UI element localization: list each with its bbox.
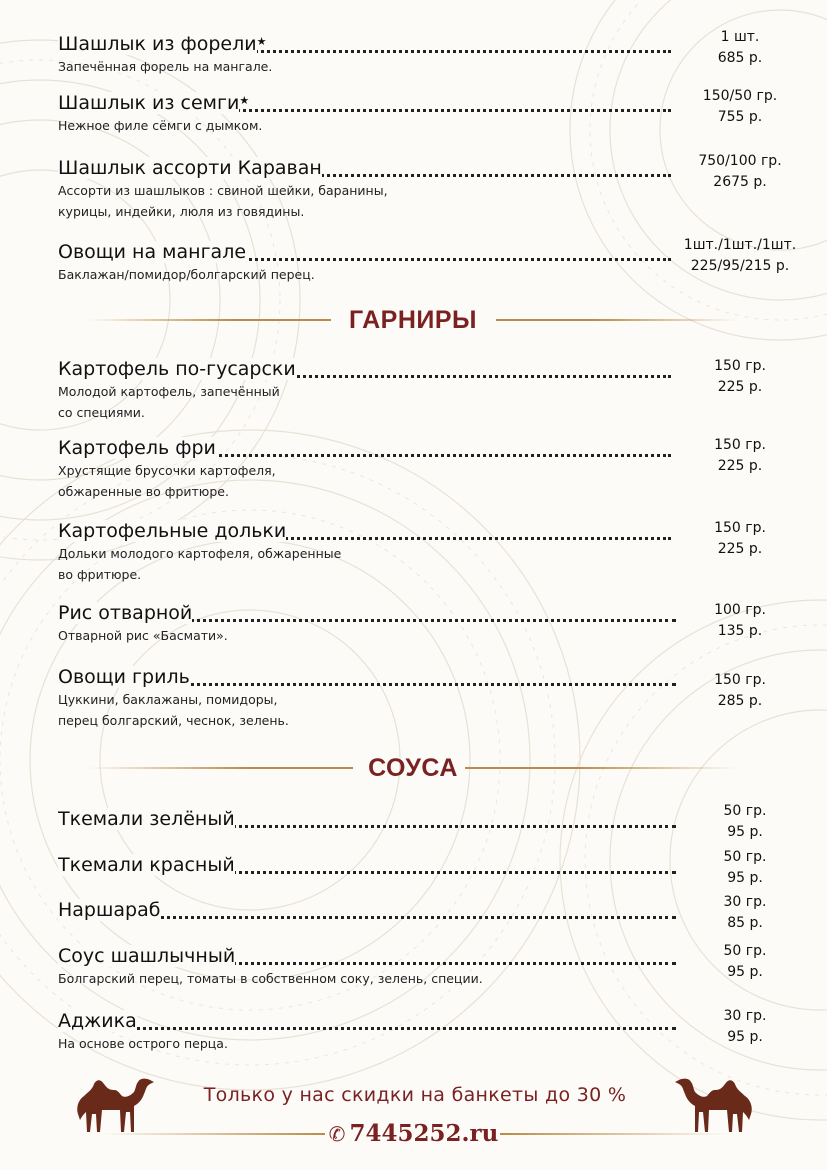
leader-dots	[58, 1027, 676, 1030]
item-price: 750/100 гр. 2675 р.	[698, 153, 782, 190]
item-description: перец болгарский, чеснок, зелень.	[58, 713, 289, 728]
divider-line	[496, 319, 738, 321]
item-price: 150 гр. 225 р.	[714, 437, 766, 474]
item-name: Шашлык из форели	[58, 33, 257, 55]
item-name: Овощи гриль	[58, 666, 190, 688]
item-name: Картофельные дольки	[58, 520, 287, 542]
item-price: 50 гр. 95 р.	[723, 803, 767, 840]
item-name: Шашлык из семги	[58, 92, 240, 114]
item-description: На основе острого перца.	[58, 1036, 228, 1051]
section-header-garnish	[88, 305, 738, 335]
item-description: Болгарский перец, томаты в собственном соку, зелень, специи.	[58, 971, 483, 986]
promo-text: Только у нас скидки на банкеты до 30 %	[203, 1084, 627, 1106]
menu-item	[58, 803, 778, 840]
item-name: Аджика	[58, 1010, 137, 1032]
item-description: Молодой картофель, запечённый	[58, 384, 280, 399]
menu-item	[58, 88, 778, 136]
item-price: 50 гр. 95 р.	[723, 849, 767, 886]
menu-item	[58, 1009, 778, 1054]
menu-item	[58, 519, 778, 585]
menu-item	[58, 665, 778, 731]
item-description: Дольки молодого картофеля, обжаренные	[58, 546, 342, 561]
item-name: Ткемали красный	[58, 854, 235, 876]
item-description: Отварной рис «Басмати».	[58, 628, 228, 643]
item-price: 150/50 гр. 755 р.	[702, 88, 778, 125]
menu-item	[58, 153, 782, 222]
menu-item	[58, 29, 778, 77]
menu-item	[58, 357, 778, 423]
item-name: Рис отварной	[58, 602, 193, 624]
item-price: 100 гр. 135 р.	[714, 602, 766, 639]
item-name: Наршараб	[58, 899, 161, 921]
item-name: Картофель по-гусарски	[58, 358, 296, 380]
item-name: Картофель фри	[58, 437, 216, 459]
menu-item	[58, 436, 778, 502]
item-name: Ткемали зелёный	[58, 808, 235, 830]
item-description: во фритюре.	[58, 567, 142, 582]
item-price: 30 гр. 95 р.	[723, 1008, 767, 1045]
item-price: 150 гр. 225 р.	[714, 358, 766, 395]
phone-contact[interactable]	[0, 1120, 827, 1148]
item-name: Шашлык ассорти Караван	[58, 157, 322, 179]
item-name: Овощи на мангале	[58, 241, 247, 263]
item-description: обжаренные во фритюре.	[58, 484, 229, 499]
menu-item	[58, 601, 778, 646]
menu-item	[58, 237, 797, 285]
item-name: Соус шашлычный	[58, 945, 236, 967]
item-description: Хрустящие брусочки картофеля,	[58, 463, 276, 478]
divider-line	[465, 767, 738, 769]
star-icon: ★	[256, 35, 267, 48]
item-description: Ассорти из шашлыков : свиной шейки, баранины,	[58, 183, 388, 198]
item-price: 1шт./1шт./1шт. 225/95/215 р.	[683, 237, 797, 274]
item-description: со специями.	[58, 405, 145, 420]
section-header-sauces	[88, 753, 738, 783]
item-price: 150 гр. 285 р.	[714, 672, 766, 709]
phone-icon: ✆	[328, 1122, 346, 1146]
menu-item	[58, 849, 778, 886]
menu-item	[58, 944, 778, 989]
item-description: Цуккини, баклажаны, помидоры,	[58, 692, 278, 707]
item-description: Баклажан/помидор/болгарский перец.	[58, 267, 315, 282]
item-description: Запечённая форель на мангале.	[58, 59, 273, 74]
item-description: курицы, индейки, люля из говядины.	[58, 204, 305, 219]
item-price: 30 гр. 85 р.	[723, 894, 767, 931]
item-price: 1 шт. 685 р.	[717, 29, 763, 66]
item-price: 50 гр. 95 р.	[723, 943, 767, 980]
phone-number[interactable]: 7445252.ru	[349, 1120, 499, 1147]
item-description: Нежное филе сёмги с дымком.	[58, 118, 263, 133]
section-title: ГАРНИРЫ	[349, 306, 477, 334]
star-icon: ★	[239, 94, 250, 107]
menu-item	[58, 894, 778, 931]
item-price: 150 гр. 225 р.	[714, 520, 766, 557]
section-title: СОУСА	[368, 754, 458, 782]
